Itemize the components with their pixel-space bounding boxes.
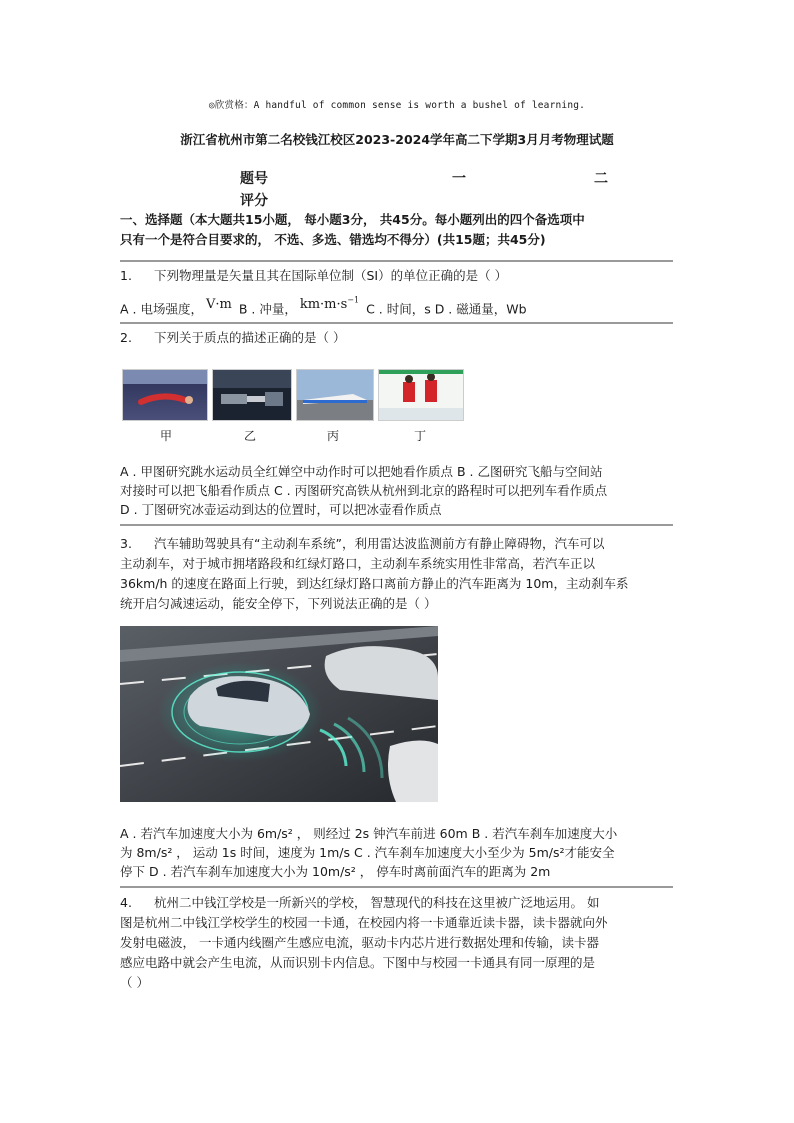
question-text: 统开启匀减速运动，能安全停下，下列说法正确的是（ ） <box>120 596 437 611</box>
divider <box>120 322 673 324</box>
question-text: 杭州二中钱江学校是一所新兴的学校， 智慧现代的科技在这里被广泛地运用。 如 <box>154 895 600 910</box>
photo-caption-3: 丙 <box>326 429 339 443</box>
option-line: 停下 D . 若汽车刹车加速度大小为 10m/s² ， 停车时离前面汽车的距离为 2m <box>120 864 551 879</box>
option-line: A . 若汽车加速度大小为 6m/s² ， 则经过 2s 钟汽车前进 60m B . 若汽车刹车加速度大小 <box>120 826 618 841</box>
question-number: 3. <box>120 536 132 551</box>
question-4-stem <box>120 893 676 993</box>
page-title: 浙江省杭州市第二名校钱江校区2023-2024学年高二下学期3月月考物理试题 <box>180 132 614 147</box>
question-3-options <box>120 824 676 881</box>
option-cd-text: C . 时间，s D . 磁通量，Wb <box>366 301 527 317</box>
option-line: D . 丁图研究冰壶运动到达的位置时，可以把冰壶看作质点 <box>120 502 442 517</box>
score-table-header-label: 题号 <box>240 171 268 187</box>
question-number: 4. <box>120 895 132 910</box>
photo-caption-4: 丁 <box>413 429 426 443</box>
option-a-unit: V·m <box>205 297 232 313</box>
photo-spacecraft <box>212 369 292 421</box>
question-text: （ ） <box>120 975 149 990</box>
photo-curling <box>378 369 464 421</box>
score-table-col-1: 一 <box>452 171 466 187</box>
section-heading <box>120 210 680 250</box>
score-table-score-label: 评分 <box>240 193 268 209</box>
question-2-options <box>120 462 676 519</box>
question-number: 2. <box>120 330 132 345</box>
photo-diver <box>122 369 208 421</box>
option-a-label: A . 电场强度， <box>120 301 203 317</box>
car-radar-illustration <box>120 626 438 802</box>
question-number: 1. <box>120 268 132 283</box>
divider <box>120 886 673 888</box>
section-heading-line-2: 只有一个是符合目要求的， 不选、多选、错选均不得分）(共15题；共45分) <box>120 232 546 247</box>
question-2-stem <box>120 328 676 348</box>
question-text: 图是杭州二中钱江学校学生的校园一卡通，在校园内将一卡通靠近读卡器，读卡器就向外 <box>120 915 608 930</box>
question-1-options <box>120 291 676 318</box>
question-text: 发射电磁波， 一卡通内线圈产生感应电流，驱动卡内芯片进行数据处理和传输，读卡器 <box>120 935 599 950</box>
option-line: A . 甲图研究跳水运动员全红婵空中动作时可以把她看作质点 B . 乙图研究飞船与空间站 <box>120 464 603 479</box>
motto-line: ◎欣赏格：A handful of common sense is worth a bushel of learning. <box>208 100 586 111</box>
photo-caption-2: 乙 <box>243 429 256 443</box>
question-1-stem <box>120 266 676 286</box>
option-line: 为 8m/s² ， 运动 1s 时间，速度为 1m/s C . 汽车刹车加速度大小至少为 5m/s²才能安全 <box>120 845 615 860</box>
question-text: 汽车辅助驾驶具有“主动刹车系统”，利用雷达波监测前方有静止障碍物，汽车可以 <box>154 536 605 551</box>
option-line: 对接时可以把飞船看作质点 C . 丙图研究高铁从杭州到北京的路程时可以把列车看作质点 <box>120 483 608 498</box>
question-text: 36km/h 的速度在路面上行驶，到达红绿灯路口离前方静止的汽车距离为 10m，主动刹车系 <box>120 576 629 591</box>
question-3-stem <box>120 534 676 614</box>
divider <box>120 260 673 262</box>
divider <box>120 524 673 526</box>
photo-high-speed-train <box>296 369 374 421</box>
option-b-unit: $km\cdot m\cdot s^{-1}$ <box>299 296 360 313</box>
section-heading-line-1: 一、选择题（本大题共15小题， 每小题3分， 共45分。每小题列出的四个备选项中 <box>120 212 585 227</box>
question-text: 下列物理量是矢量且其在国际单位制（SI）的单位正确的是（ ） <box>154 268 508 283</box>
question-text: 主动刹车，对于城市拥堵路段和红绿灯路口，主动刹车系统实用性非常高，若汽车正以 <box>120 556 596 571</box>
option-b-label: B . 冲量， <box>238 301 297 317</box>
score-table-col-2: 二 <box>594 171 608 187</box>
question-text: 下列关于质点的描述正确的是（ ） <box>154 330 346 345</box>
question-text: 感应电路中就会产生电流，从而识别卡内信息。下图中与校园一卡通具有同一原理的是 <box>120 955 596 970</box>
photo-caption-1: 甲 <box>159 429 172 443</box>
